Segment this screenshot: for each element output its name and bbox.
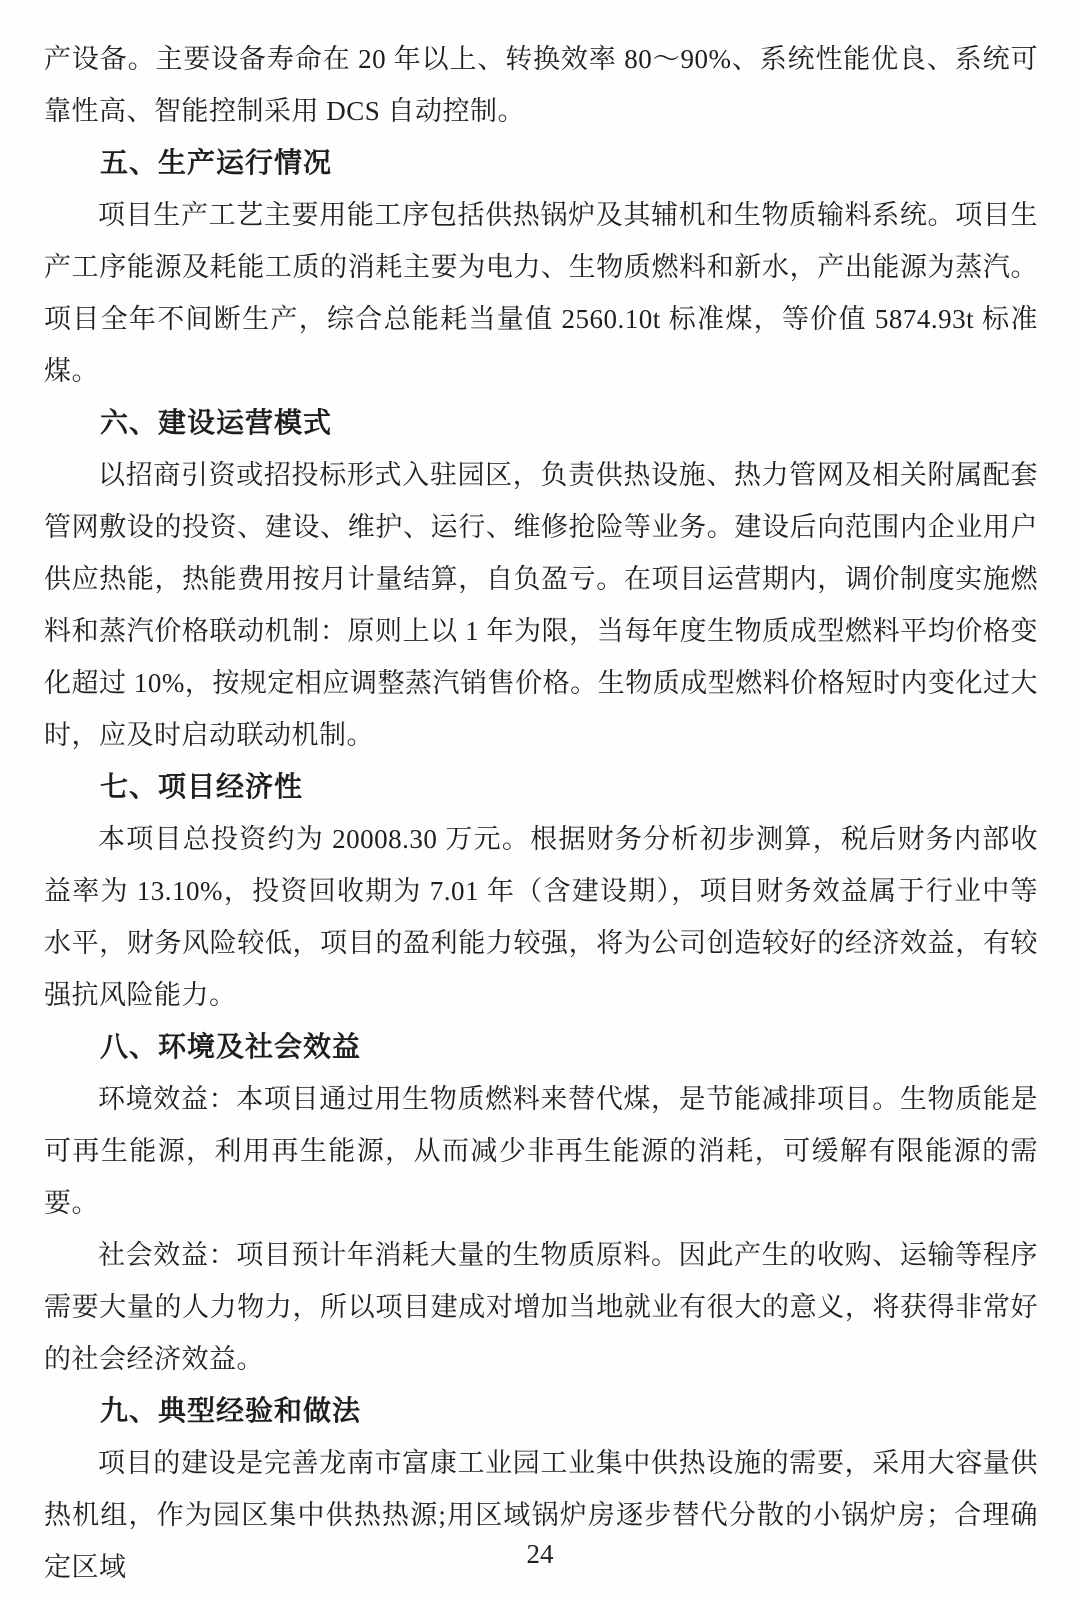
section-heading-environment-social-benefits: 八、环境及社会效益: [100, 1031, 362, 1062]
paragraph-construction-operation-model: 以招商引资或招投标形式入驻园区，负责供热设施、热力管网及相关附属配套管网敷设的投资、建设、维护、运行、维修抢险等业务。建设后向范围内企业用户供应热能，热能费用按月计量结算，自负盈亏。在项目运营期内，调价制度实施燃料和蒸汽价格联动机制：原则上以 1 年为限，当每年度生物质成型燃料平均价格变化超过 10%，按规定相应调整蒸汽销售价格。生物质成型燃料价格短时内变化过大时，应及时启动联动机制。: [44, 460, 1038, 750]
paragraph-production-operation: 项目生产工艺主要用能工序包括供热锅炉及其辅机和生物质输料系统。项目生产工序能源及耗能工质的消耗主要为电力、生物质燃料和新水，产出能源为蒸汽。项目全年不间断生产，综合总能耗当量值 2560.10t 标准煤，等价值 5874.93t 标准煤。: [44, 200, 1038, 386]
paragraph-environment-benefits: 环境效益：本项目通过用生物质燃料来替代煤，是节能减排项目。生物质能是可再生能源，利用再生能源，从而减少非再生能源的消耗，可缓解有限能源的需要。: [44, 1084, 1038, 1218]
paragraph-project-economics: 本项目总投资约为 20008.30 万元。根据财务分析初步测算，税后财务内部收益率为 13.10%，投资回收期为 7.01 年（含建设期），项目财务效益属于行业中等水平，财务风险较低，项目的盈利能力较强，将为公司创造较好的经济效益，有较强抗风险能力。: [44, 824, 1038, 1010]
section-heading-construction-operation-model: 六、建设运营模式: [100, 407, 333, 438]
section-heading-production-operation: 五、生产运行情况: [100, 147, 333, 178]
paragraph-typical-experience: 项目的建设是完善龙南市富康工业园工业集中供热设施的需要，采用大容量供热机组，作为园区集中供热热源;用区域锅炉房逐步替代分散的小锅炉房；合理确定区域: [44, 1448, 1038, 1582]
section-heading-typical-experience: 九、典型经验和做法: [100, 1395, 362, 1426]
paragraph-continuation-equipment: 产设备。主要设备寿命在 20 年以上、转换效率 80～90%、系统性能优良、系统可靠性高、智能控制采用 DCS 自动控制。: [44, 44, 1038, 126]
page-number: 24: [526, 1539, 554, 1569]
section-heading-project-economics: 七、项目经济性: [100, 771, 304, 802]
paragraph-social-benefits: 社会效益：项目预计年消耗大量的生物质原料。因此产生的收购、运输等程序需要大量的人力物力，所以项目建成对增加当地就业有很大的意义，将获得非常好的社会经济效益。: [44, 1240, 1038, 1374]
